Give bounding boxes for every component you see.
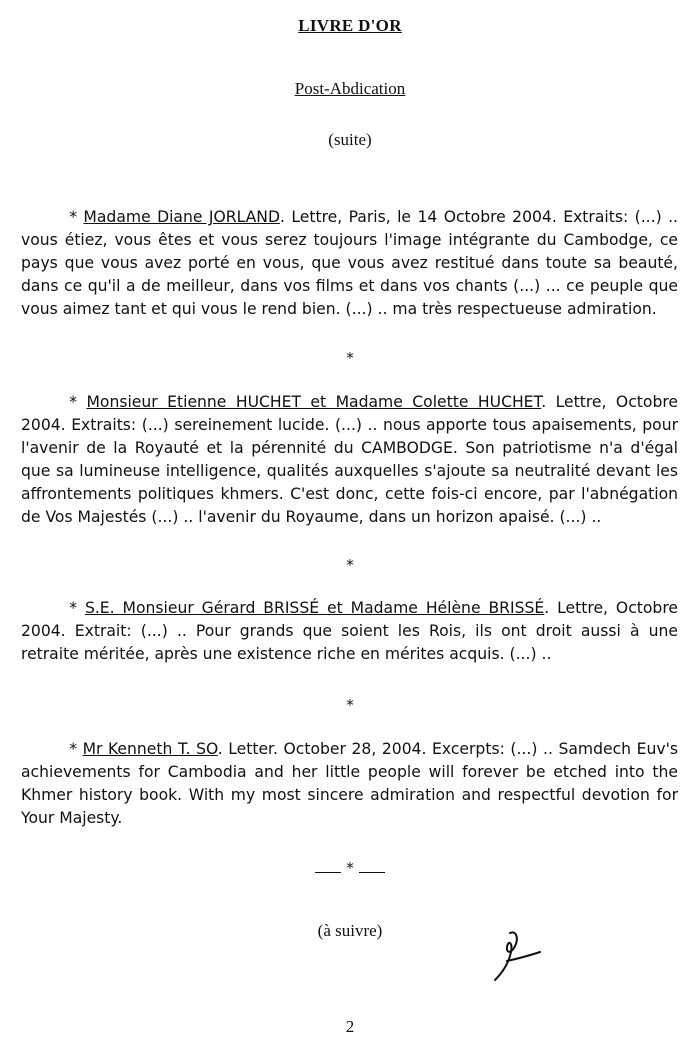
entry-author: Monsieur Etienne HUCHET et Madame Colette HUCHET (86, 393, 542, 411)
entry-author: Mr Kenneth T. SO (82, 740, 218, 758)
entry-text: . Lettre, Paris, le 14 Octobre 2004. Extraits: (...) .. vous étiez, vous êtes et vous serez toujours l'image intégrante du Cambodge, ce pays que vous avez porté en vous, que vous avez restitué dans toute sa beauté, dans ce qu'il a de meilleur, dans vos films et dans vos chants (...) ... ce peuple que vous aimez tant et qui vous le rend bien. (...) .. ma très respectueuse admiration. (21, 208, 678, 318)
page-subtitle: Post-Abdication (294, 79, 406, 98)
entry-bullet: * (69, 393, 77, 411)
continuation-note: (suite) (328, 130, 372, 149)
entry-bullet: * (69, 208, 77, 226)
entry-brisse (21, 597, 678, 666)
entry-so (21, 738, 678, 830)
page-title: LIVRE D'OR (298, 16, 402, 35)
entry-author: Madame Diane JORLAND (83, 208, 280, 226)
entry-bullet: * (69, 740, 77, 758)
separator-star: * (346, 859, 354, 877)
entry-jorland (21, 206, 678, 321)
separator-line-left (315, 858, 341, 873)
section-separator-star: * (346, 556, 354, 574)
entry-text: . Lettre, Octobre 2004. Extraits: (...) sereinement lucide. (...) .. nous apporte tous apaisements, pour l'avenir de la Royauté et la pérennité du CAMBODGE. Son patriotisme n'a d'égal que sa lumineuse intelligence, qualités auxquelles s'ajoute sa neutralité devant les affrontements politiques khmers. C'est donc, cette fois-ci encore, par l'abnégation de Vos Majestés (...) .. l'avenir du Royaume, dans un horizon apaisé. (...) .. (21, 393, 678, 526)
entry-text: . Letter. October 28, 2004. Excerpts: (...) .. Samdech Euv's achievements for Cambodia and her little people will forever be etched into the Khmer history book. With my most sincere admiration and respectful devotion for Your Majesty. (21, 740, 678, 827)
handwritten-initial-signature (488, 928, 546, 986)
entry-author: S.E. Monsieur Gérard BRISSÉ et Madame Hélène BRISSÉ (84, 599, 545, 617)
page-number: 2 (345, 1017, 355, 1036)
section-separator-star: * (346, 696, 354, 714)
entry-huchet (21, 391, 678, 529)
closing-separator (0, 858, 700, 877)
entry-bullet: * (69, 599, 77, 617)
section-separator-star: * (346, 349, 354, 367)
entry-text: . Lettre, Octobre 2004. Extrait: (...) .. Pour grands que soient les Rois, ils ont droit aussi à une retraite méritée, après une existence riche en mérites acquis. (...) .. (21, 599, 678, 663)
to-be-continued-note: (à suivre) (317, 921, 383, 940)
separator-line-right (359, 858, 385, 873)
